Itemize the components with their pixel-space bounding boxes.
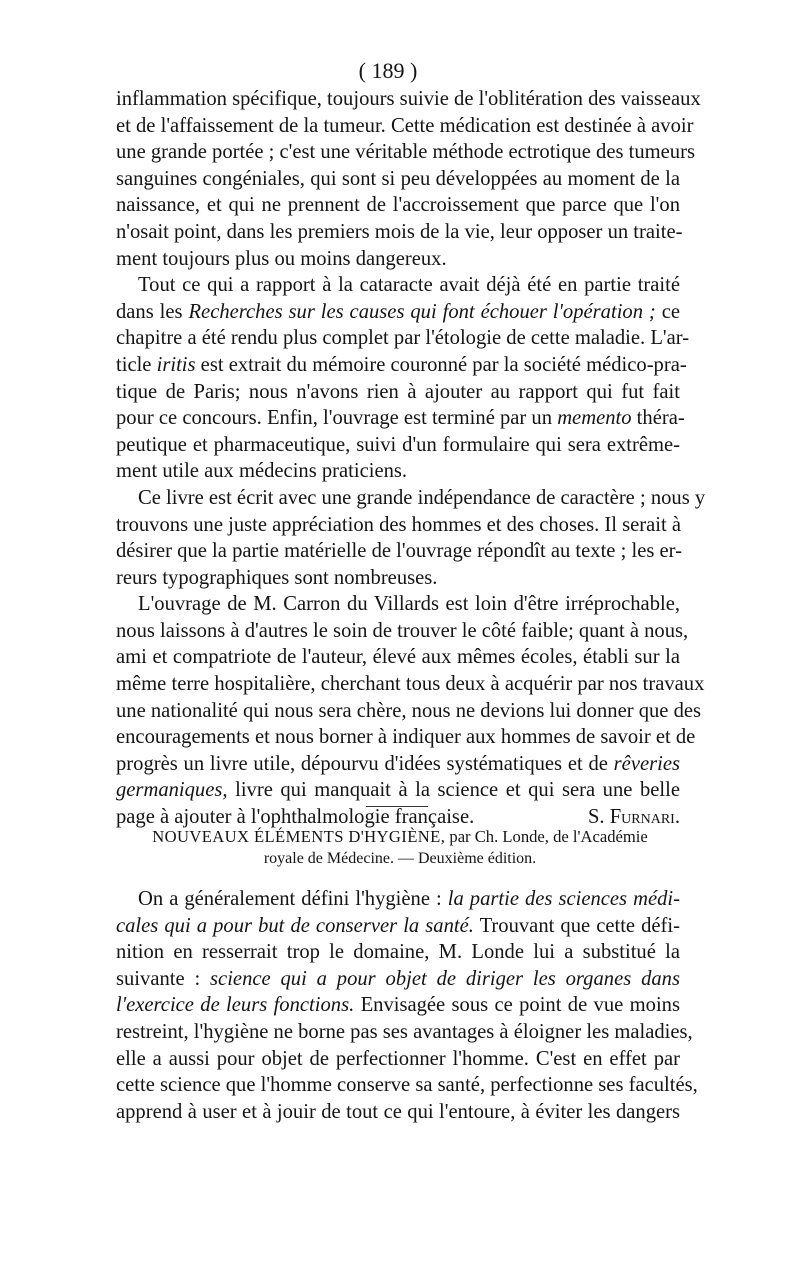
review-londe <box>116 886 698 1125</box>
text-line: Ce livre est écrit avec une grande indépendance de caractère ; nous y <box>138 486 706 509</box>
text-line: désirer que la partie matérielle de l'ouvrage répondît au texte ; les er- <box>116 540 682 563</box>
book-title-emphasis: Recherches sur les causes qui font échouer l'opération ; <box>188 300 656 323</box>
byline: par Ch. Londe, de l'Académie <box>445 827 648 846</box>
text-line: sanguines congéniales, qui sont si peu développées au moment de la <box>116 167 680 190</box>
signature: S. Furnari. <box>587 806 680 829</box>
text-line: cales qui a pour but de conserver la santé. Trouvant que cette défi- <box>116 914 680 937</box>
text-line: germaniques, livre qui manquait à la science et qui sera une belle <box>116 779 680 802</box>
page-number: ( 189 ) <box>358 58 418 83</box>
text-line: Tout ce qui a rapport à la cataracte avait déjà été en partie traité <box>138 274 680 297</box>
text-line: ment toujours plus ou moins dangereux. <box>116 247 447 270</box>
review-heading <box>132 826 668 870</box>
text-line: elle a aussi pour objet de perfectionner l'homme. C'est en effet par <box>116 1047 680 1070</box>
text-line: ami et compatriote de l'auteur, élevé aux mêmes écoles, établi sur la <box>116 646 680 669</box>
definition-emphasis: l'exercice de leurs fonctions. <box>116 994 355 1017</box>
text-line: tique de Paris; nous n'avons rien à ajouter au rapport qui fut fait <box>116 380 680 403</box>
text-line: ticle iritis est extrait du mémoire couronné par la société médico-pra- <box>116 353 687 376</box>
text-line: peutique et pharmaceutique, suivi d'un formulaire qui sera extrême- <box>116 433 680 456</box>
text-line: On a généralement défini l'hygiène : la partie des sciences médi- <box>138 888 680 910</box>
section-divider <box>366 806 428 807</box>
phrase-emphasis: rêveries <box>613 752 680 775</box>
definition-emphasis: science qui a pour objet de diriger les organes dans <box>210 967 680 990</box>
text-line: progrès un livre utile, dépourvu d'idées systématiques et de rêveries <box>116 752 680 775</box>
text-line: dans les Recherches sur les causes qui font échouer l'opération ; ce <box>116 300 680 323</box>
phrase-emphasis: germaniques, <box>116 779 228 802</box>
text-line: trouvons une juste appréciation des hommes et des choses. Il serait à <box>116 513 682 536</box>
text-line: cette science que l'homme conserve sa santé, perfectionne ses facultés, <box>116 1074 698 1097</box>
text-line: suivante : science qui a pour objet de diriger les organes dans <box>116 967 680 990</box>
heading-subline: royale de Médecine. — Deuxième édition. <box>263 850 537 867</box>
text-line: apprend à user et à jouir de tout ce qui l'entoure, à éviter les dangers <box>116 1100 680 1123</box>
text-line: ment utile aux médecins praticiens. <box>116 460 408 483</box>
text-line: L'ouvrage de M. Carron du Villards est loin d'être irréprochable, <box>138 593 680 616</box>
text-line: encouragements et nous borner à indiquer aux hommes de savoir et de <box>116 726 696 749</box>
text-line: même terre hospitalière, cherchant tous deux à acquérir par nos travaux <box>116 673 705 696</box>
text-line: n'osait point, dans les premiers mois de la vie, leur opposer un traite- <box>116 220 683 243</box>
term-emphasis: memento <box>557 407 632 430</box>
text-line: et de l'affaissement de la tumeur. Cette médication est destinée à avoir <box>116 114 694 137</box>
text-line: pour ce concours. Enfin, l'ouvrage est terminé par un memento théra- <box>116 407 685 430</box>
review-furnari <box>116 86 706 831</box>
text-line: une grande portée ; c'est une véritable méthode ectrotique des tumeurs <box>116 141 695 164</box>
text-line: page à ajouter à l'ophthalmologie française. <box>116 806 475 829</box>
text-line: l'exercice de leurs fonctions. Envisagée sous ce point de vue moins <box>116 994 680 1017</box>
text-line: nous laissons à d'autres le soin de trouver le côté faible; quant à nous, <box>116 619 689 642</box>
term-emphasis: iritis <box>156 353 196 376</box>
definition-emphasis: la partie des sciences médi- <box>447 888 680 910</box>
text-line: inflammation spécifique, toujours suivie de l'oblitération des vaisseaux <box>116 88 701 110</box>
definition-emphasis: cales qui a pour but de conserver la santé. <box>116 914 474 937</box>
text-line: chapitre a été rendu plus complet par l'étologie de cette maladie. L'ar- <box>116 327 690 350</box>
text-line: naissance, et qui ne prennent de l'accroissement que parce que l'on <box>116 194 680 217</box>
text-line: reurs typographiques sont nombreuses. <box>116 566 438 589</box>
text-line: restreint, l'hygiène ne borne pas ses avantages à éloigner les maladies, <box>116 1020 693 1043</box>
book-title: NOUVEAUX ÉLÉMENTS D'HYGIÈNE, <box>152 827 446 846</box>
text-line: nition en resserrait trop le domaine, M. Londe lui a substitué la <box>116 941 680 964</box>
text-line: une nationalité qui nous sera chère, nous ne devions lui donner que des <box>116 699 702 722</box>
